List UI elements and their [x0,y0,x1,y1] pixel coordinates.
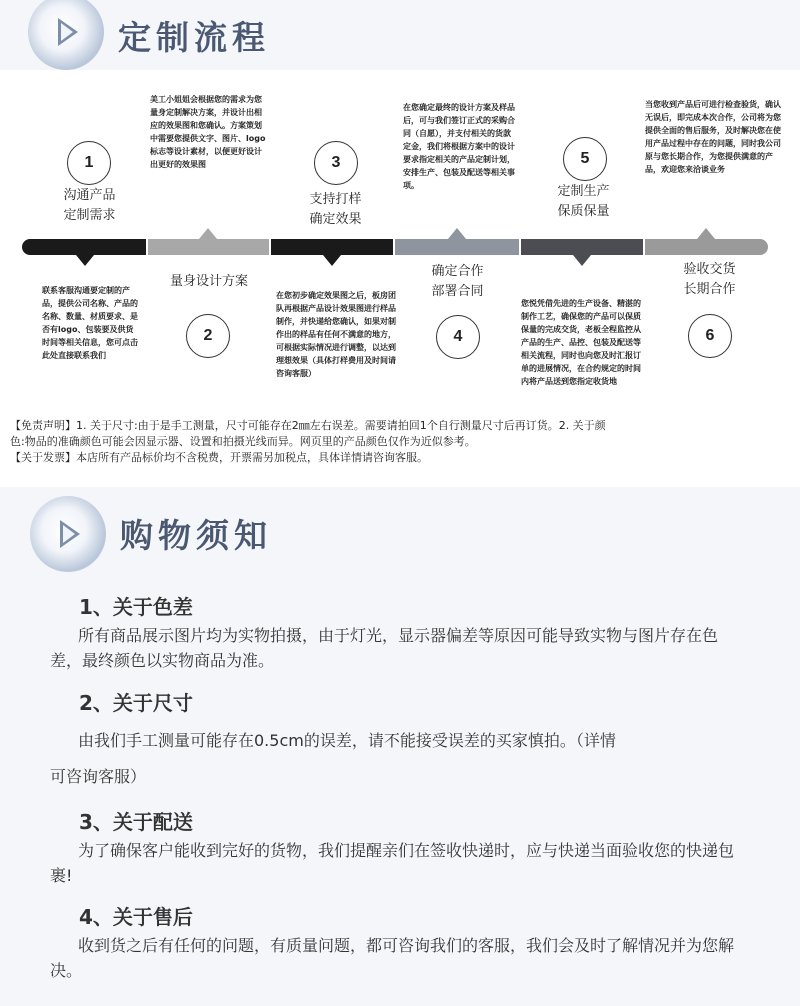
notch-5 [573,255,591,266]
step-4-title: 确定合作 部署合同 [431,264,484,299]
notch-3 [323,255,341,266]
note-4-body: 收到货之后有任何的问题，有质量问题，都可咨询我们的客服，我们会及时了解情况并为您解决。 [50,936,735,980]
play-icon [30,496,106,572]
bar-segment-3 [271,239,393,255]
step-4-number: 4 [436,315,480,359]
note-3-heading: 3、关于配送 [79,810,193,834]
notch-2 [199,228,217,239]
step-1-number: 1 [67,141,111,185]
note-1-heading: 1、关于色差 [79,595,193,619]
step-2-description: 美工小姐姐会根据您的需求为您量身定制解决方案，并设计出相应的效果图和您确认。方案策划中需要您提供文字、图片、logo标志等设计素材，以便更好设计出更好的效果图 [150,95,266,169]
section-title: 定制流程 [118,17,270,57]
note-1-body: 所有商品展示图片均为实物拍摄，由于灯光，显示器偏差等原因可能导致实物与图片存在色差，最终颜色以实物商品为准。 [50,626,719,670]
bar-segment-5 [521,239,643,255]
note-4-heading: 4、关于售后 [79,905,193,929]
section-header-process [0,0,800,70]
section-title: 购物须知 [120,516,272,555]
disclaimer [10,418,795,466]
notch-4 [448,228,466,239]
step-3-number: 3 [314,141,358,185]
invoice-notice: 【关于发票】本店所有产品标价均不含税费，开票需另加税点，具体详情请咨询客服。 [10,451,428,464]
note-2-body: 由我们手工测量可能存在0.5cm的误差，请不能接受误差的买家慎拍。（详情 [78,731,616,750]
note-3-body: 为了确保客户能收到完好的货物，我们提醒亲们在签收快递时，应与快递当面验收您的快递包裹! [50,841,735,885]
step-3-description: 在您初步确定效果图之后，板房团队再根据产品设计效果图进行样品制作，并快递给您确认，如果对制作出的样品有任何不满意的地方，可根据实际情况进行调整，以达到理想效果（具体打样费用及时间请咨询客服） [276,291,396,378]
notch-6 [697,228,715,239]
step-1-title: 沟通产品 定制需求 [63,188,116,223]
step-2-number: 2 [186,314,230,358]
disclaimer-line-2: 色:物品的准确颜色可能会因显示器、设置和拍摄光线而异。网页里的产品颜色仅作为近似参考。 [10,435,476,448]
note-2-heading: 2、关于尺寸 [79,691,193,715]
bar-segment-2 [148,239,269,255]
step-6-title: 验收交货 长期合作 [683,262,736,297]
bar-segment-1 [22,239,146,255]
step-5-description: 您悦凭借先进的生产设备、精湛的制作工艺，确保您的产品可以保质保量的完成交货，老板全程监控从产品的生产、品控、包装及配送等相关流程，同时也向您及时汇报订单的进展情况，在合约规定的时间内将产品送到您指定收货地 [521,299,641,386]
note-2-body-cont: 可咨询客服） [50,767,147,786]
step-6-description: 当您收到产品后可进行检查验货，确认无误后，即完成本次合作，公司将为您提供全面的售后服务，及时解决您在使用产品过程中存在的问题，同时我公司原与您长期合作，为您提供满意的产品，欢迎您来洽谈业务 [645,100,781,174]
notch-1 [76,255,94,266]
bar-segment-4 [395,239,519,255]
step-5-title: 定制生产 保质保量 [557,184,610,219]
disclaimer-line-1: 【免责声明】1. 关于尺寸:由于是手工测量，尺寸可能存在2㎜左右误差。需要请拍回1个自行测量尺寸后再订货。2. 关于颜 [10,419,606,432]
step-1-description: 联系客服沟通要定制的产品，提供公司名称、产品的名称、数量、材质要求、是否有logo、包装要及供货时间等相关信息，您可点击此处直接联系我们 [42,286,138,360]
step-2-title: 量身设计方案 [169,274,248,289]
section-header-shopping [0,487,800,580]
step-3-title: 支持打样 确定效果 [309,192,362,227]
play-icon [28,0,104,70]
bar-segment-6 [645,239,768,255]
step-4-description: 在您确定最终的设计方案及样品后，可与我们签订正式的采购合同（自愿），并支付相关的货款定金，我们将根据方案中的设计要求指定相关的产品定制计划，安排生产、包装及配送等相关事项。 [403,103,515,190]
step-5-number: 5 [563,137,607,181]
step-6-number: 6 [688,314,732,358]
